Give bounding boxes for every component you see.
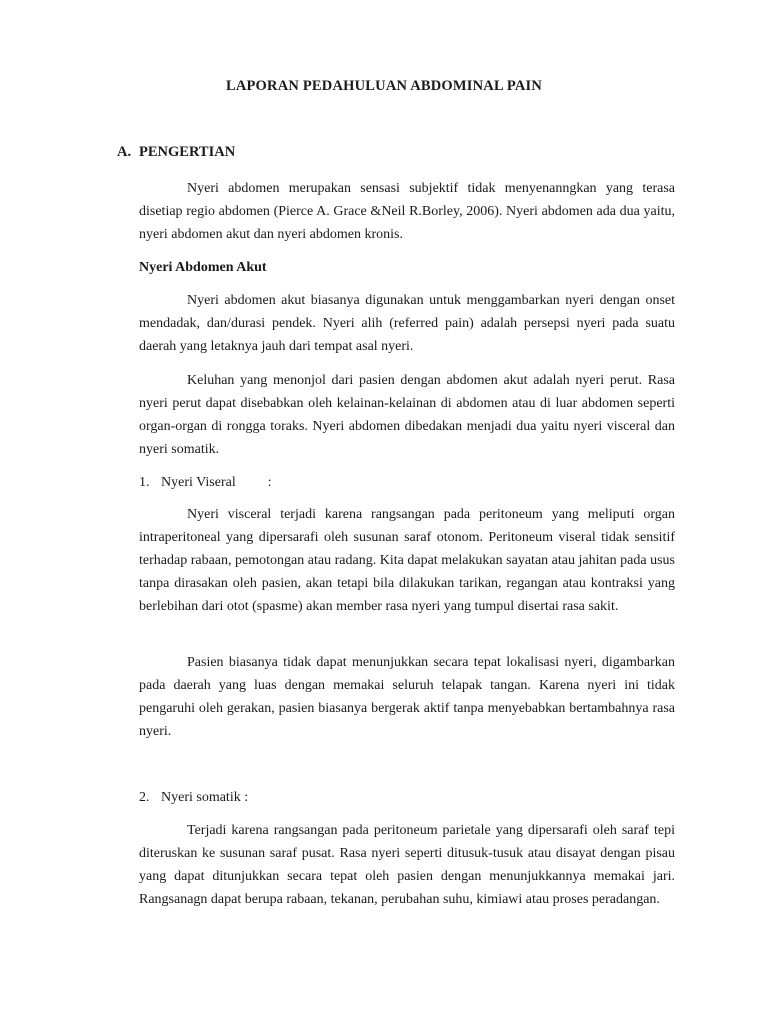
list-item-nyeri-viseral <box>139 471 675 494</box>
paragraph-akut-2: Keluhan yang menonjol dari pasien dengan abdomen akut adalah nyeri perut. Rasa nyeri perut dapat disebabkan oleh kelainan-kelainan di abdomen atau di luar abdomen seperti organ-organ di rongga toraks. Nyeri abdomen dibedakan menjadi dua yaitu nyeri visceral dan nyeri somatik. <box>139 373 675 457</box>
list-item-1-label: Nyeri Viseral <box>161 475 236 490</box>
sub-heading-nyeri-abdomen-akut: Nyeri Abdomen Akut <box>139 260 267 275</box>
list-item-2-label: Nyeri somatik : <box>161 790 249 805</box>
somatik-block <box>139 819 675 911</box>
paragraph-intro: Nyeri abdomen merupakan sensasi subjektif tidak menyenanngkan yang terasa disetiap regio abdomen (Pierce A. Grace &Neil R.Borley, 2006). Nyeri abdomen ada dua yaitu, nyeri abdomen akut dan nyeri abdomen kronis. <box>139 181 675 242</box>
akut-2-block <box>139 369 675 461</box>
section-a-title: PENGERTIAN <box>139 144 236 160</box>
intro-block <box>139 177 675 246</box>
paragraph-akut-1: Nyeri abdomen akut biasanya digunakan untuk menggambarkan nyeri dengan onset mendadak, dan/durasi pendek. Nyeri alih (referred pain) adalah persepsi nyeri pada suatu daerah yang letaknya jauh dari tempat asal nyeri. <box>139 293 675 354</box>
list-item-1-colon: : <box>267 475 272 490</box>
document-title: LAPORAN PEDAHULUAN ABDOMINAL PAIN <box>225 78 543 94</box>
list-item-nyeri-somatik <box>139 786 675 809</box>
paragraph-visceral-2: Pasien biasanya tidak dapat menunjukkan secara tepat lokalisasi nyeri, digambarkan pada daerah yang luas dengan memakai seluruh telapak tangan. Karena nyeri ini tidak pengaruhi oleh gerakan, pasien biasanya bergerak aktif tanpa menyebabkan bertambahnya rasa nyeri. <box>139 655 675 739</box>
akut-1-block <box>139 289 675 358</box>
list-item-1-block <box>139 471 675 494</box>
section-a-heading <box>117 144 235 161</box>
list-item-1-number: 1. <box>139 475 150 490</box>
visceral-1-block <box>139 503 675 618</box>
section-a-marker: A. <box>117 144 132 160</box>
list-item-2-block <box>139 786 675 809</box>
sub-heading-block <box>139 256 675 279</box>
paragraph-somatik: Terjadi karena rangsangan pada peritoneum parietale yang dipersarafi oleh saraf tepi diteruskan ke susunan saraf pusat. Rasa nyeri seperti ditusuk-tusuk atau disayat dengan pisau yang dapat ditunjukkan secara tepat oleh pasien dengan menunjukkannya memakai jari. Rangsanagn dapat berupa rabaan, tekanan, perubahan suhu, kimiawi atau proses peradangan. <box>139 823 675 907</box>
visceral-2-block <box>139 651 675 743</box>
list-item-2-number: 2. <box>139 790 150 805</box>
paragraph-visceral-1: Nyeri visceral terjadi karena rangsangan pada peritoneum yang meliputi organ intraperitoneal yang dipersarafi oleh susunan saraf otonom. Peritoneum viseral tidak sensitif terhadap rabaan, pemotongan atau radang. Kita dapat melakukan sayatan atau jahitan pada usus tanpa dirasakan oleh pasien, akan tetapi bila dilakukan tarikan, regangan atau kontraksi yang berlebihan dari otot (spasme) akan member rasa nyeri yang tumpul disertai rasa sakit. <box>139 507 675 614</box>
